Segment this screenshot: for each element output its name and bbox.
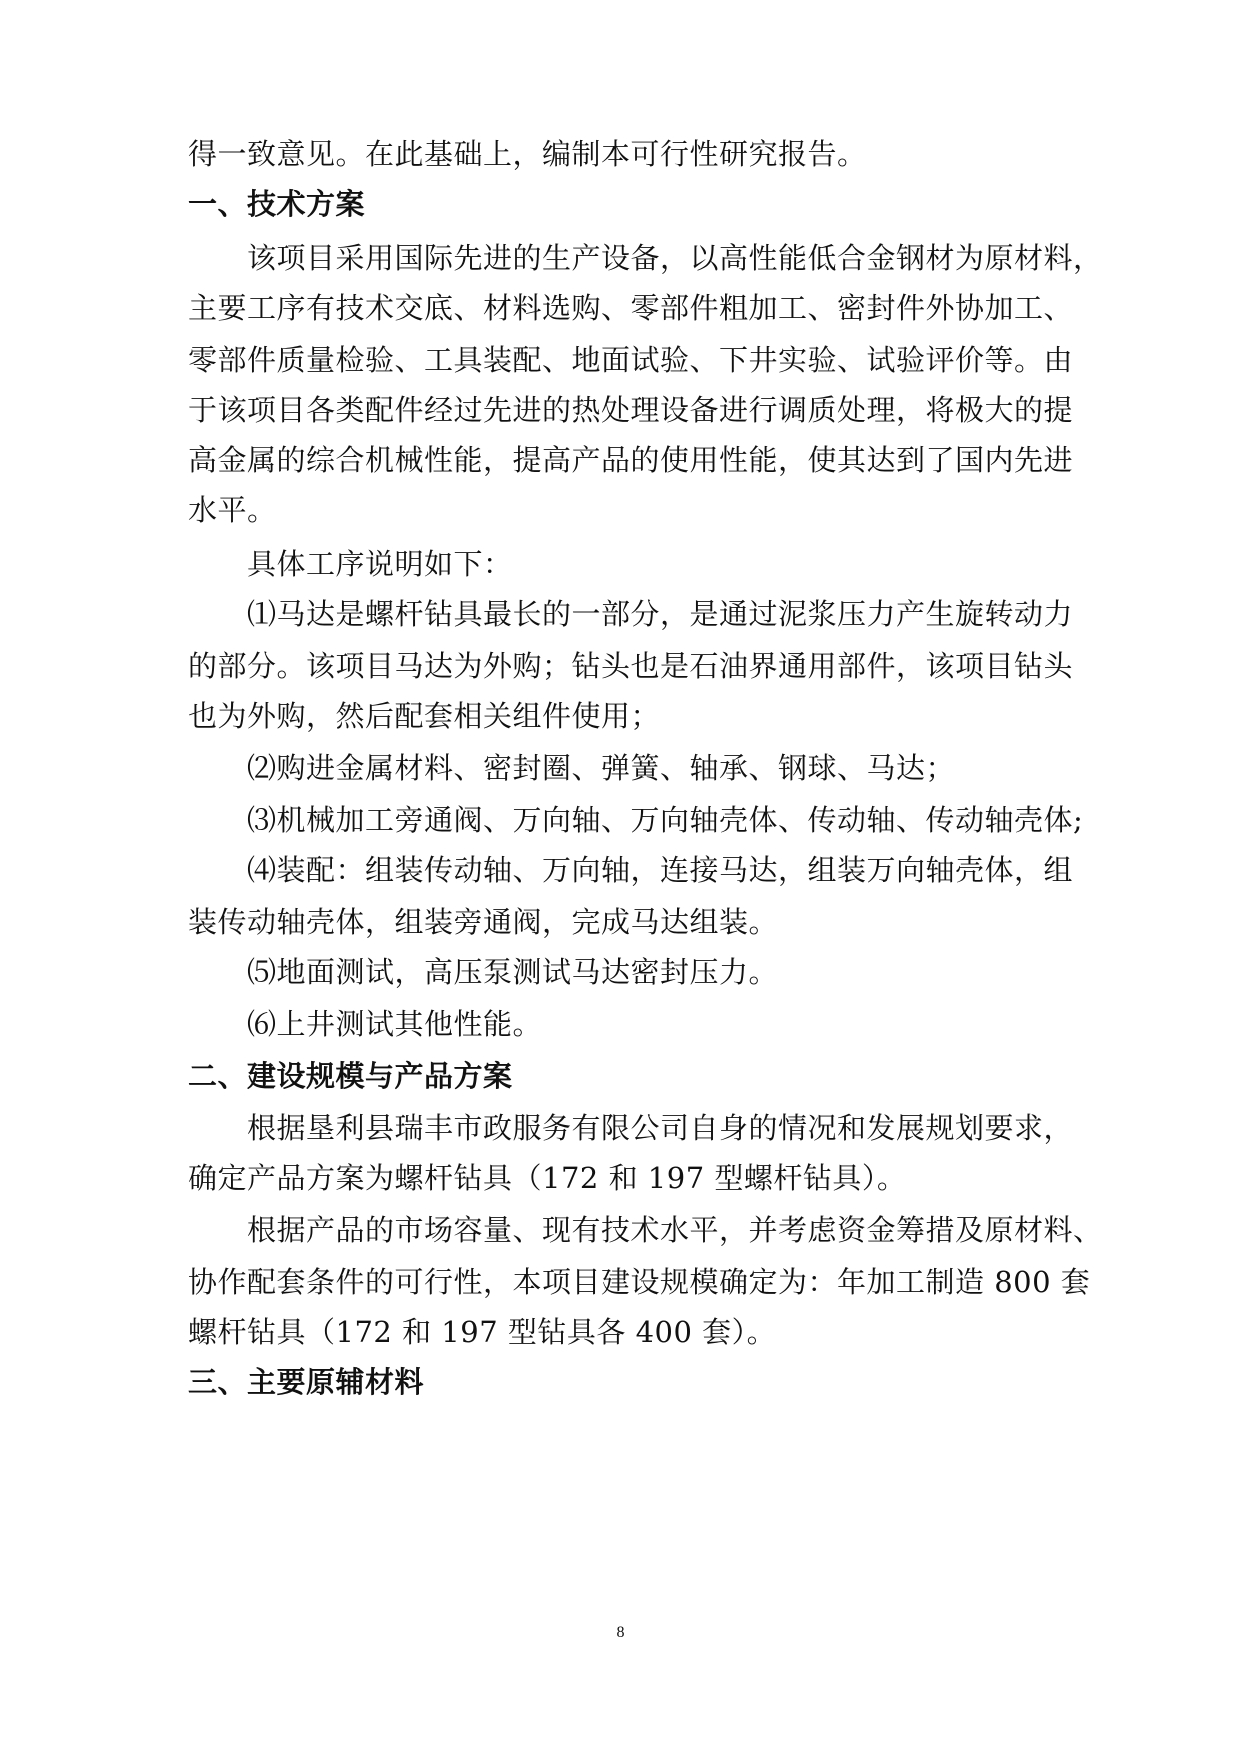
section-heading: 三、主要原辅材料 — [188, 1365, 425, 1399]
text-line: 也为外购，然后配套相关组件使用； — [188, 699, 661, 733]
text-line: ⑶机械加工旁通阀、万向轴、万向轴壳体、传动轴、传动轴壳体; — [247, 803, 1084, 837]
text-line: 水平。 — [188, 493, 277, 527]
text-line: 该项目采用国际先进的生产设备，以高性能低合金钢材为原材料， — [247, 241, 1103, 275]
text-line: 确定产品方案为螺杆钻具（172 和 197 型螺杆钻具）。 — [188, 1161, 907, 1195]
page-number: 8 — [616, 1624, 625, 1641]
text-line: 具体工序说明如下： — [247, 547, 513, 581]
text-line: 螺杆钻具（172 和 197 型钻具各 400 套）。 — [188, 1315, 777, 1349]
text-line: 得一致意见。在此基础上，编制本可行性研究报告。 — [188, 137, 867, 171]
text-line: ⑸地面测试，高压泵测试马达密封压力。 — [247, 955, 779, 989]
section-heading: 一、技术方案 — [188, 187, 366, 221]
text-line: 协作配套条件的可行性，本项目建设规模确定为：年加工制造 800 套 — [188, 1265, 1091, 1299]
text-line: 主要工序有技术交底、材料选购、零部件粗加工、密封件外协加工、 — [188, 291, 1074, 325]
text-line: ⑴马达是螺杆钻具最长的一部分，是通过泥浆压力产生旋转动力 — [247, 597, 1074, 631]
text-line: ⑹上井测试其他性能。 — [247, 1007, 543, 1041]
text-line: 于该项目各类配件经过先进的热处理设备进行调质处理，将极大的提 — [188, 393, 1074, 427]
text-line: 根据垦利县瑞丰市政服务有限公司自身的情况和发展规划要求， — [247, 1111, 1074, 1145]
text-line: ⑵购进金属材料、密封圈、弹簧、轴承、钢球、马达； — [247, 751, 956, 785]
text-line: 的部分。该项目马达为外购；钻头也是石油界通用部件，该项目钻头 — [188, 649, 1074, 683]
text-line: 零部件质量检验、工具装配、地面试验、下井实验、试验评价等。由 — [188, 343, 1074, 377]
text-line: ⑷装配：组装传动轴、万向轴，连接马达，组装万向轴壳体，组 — [247, 853, 1074, 887]
section-heading: 二、建设规模与产品方案 — [188, 1059, 513, 1093]
text-line: 装传动轴壳体，组装旁通阀，完成马达组装。 — [188, 905, 779, 939]
text-line: 高金属的综合机械性能，提高产品的使用性能，使其达到了国内先进 — [188, 443, 1074, 477]
text-line: 根据产品的市场容量、现有技术水平，并考虑资金筹措及原材料、 — [247, 1213, 1103, 1247]
